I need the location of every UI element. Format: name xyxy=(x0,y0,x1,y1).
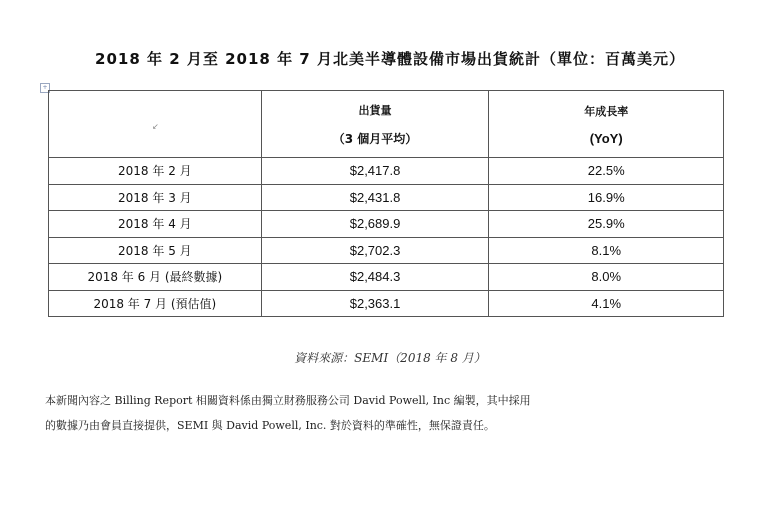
month-cell: 2018 年 4 月 xyxy=(49,211,262,238)
table-row xyxy=(49,264,724,291)
shipments-cell: $2,702.3 xyxy=(261,237,489,264)
move-handle-icon[interactable]: + xyxy=(40,83,50,93)
yoy-cell: 4.1% xyxy=(489,290,724,317)
yoy-cell: 8.0% xyxy=(489,264,724,291)
table-row xyxy=(49,237,724,264)
shipments-table xyxy=(48,90,724,317)
header-shipments xyxy=(261,91,489,158)
yoy-cell: 25.9% xyxy=(489,211,724,238)
month-cell: 2018 年 3 月 xyxy=(49,184,262,211)
table-row xyxy=(49,184,724,211)
paragraph-mark-icon: ↙ xyxy=(151,121,159,131)
document-title: 2018 年 2 月至 2018 年 7 月北美半導體設備市場出貨統計（單位：百萬美元） xyxy=(95,50,685,68)
month-cell: 2018 年 7 月 (預估值) xyxy=(49,290,262,317)
month-cell: 2018 年 2 月 xyxy=(49,158,262,185)
header-empty-cell xyxy=(49,91,262,158)
yoy-cell: 22.5% xyxy=(489,158,724,185)
shipments-cell: $2,431.8 xyxy=(261,184,489,211)
yoy-cell: 8.1% xyxy=(489,237,724,264)
note-line: 的數據乃由會員直接提供，SEMI 與 David Powell, Inc. 對於資料的準確性，無保證責任。 xyxy=(45,419,495,432)
table-row xyxy=(49,211,724,238)
table-row xyxy=(49,290,724,317)
shipments-cell: $2,417.8 xyxy=(261,158,489,185)
header-shipments-sublabel: （3 個月平均） xyxy=(332,131,418,146)
shipments-cell: $2,689.9 xyxy=(261,211,489,238)
table-row xyxy=(49,158,724,185)
shipments-cell: $2,363.1 xyxy=(261,290,489,317)
disclaimer-note xyxy=(45,388,735,438)
month-cell: 2018 年 6 月 (最終數據) xyxy=(49,264,262,291)
month-cell: 2018 年 5 月 xyxy=(49,237,262,264)
header-growth-label: 年成長率 xyxy=(584,104,629,118)
note-line: 本新聞內容之 Billing Report 相關資料係由獨立財務服務公司 David Powell, Inc 編製，其中採用 xyxy=(45,394,531,407)
yoy-cell: 16.9% xyxy=(489,184,724,211)
shipments-cell: $2,484.3 xyxy=(261,264,489,291)
header-growth-sublabel: (YoY) xyxy=(589,130,623,146)
header-shipments-label: 出貨量 xyxy=(358,103,392,117)
header-growth xyxy=(489,91,724,158)
table-header-row xyxy=(49,91,724,158)
source-caption: 資料來源：SEMI（2018 年 8 月） xyxy=(294,351,486,365)
